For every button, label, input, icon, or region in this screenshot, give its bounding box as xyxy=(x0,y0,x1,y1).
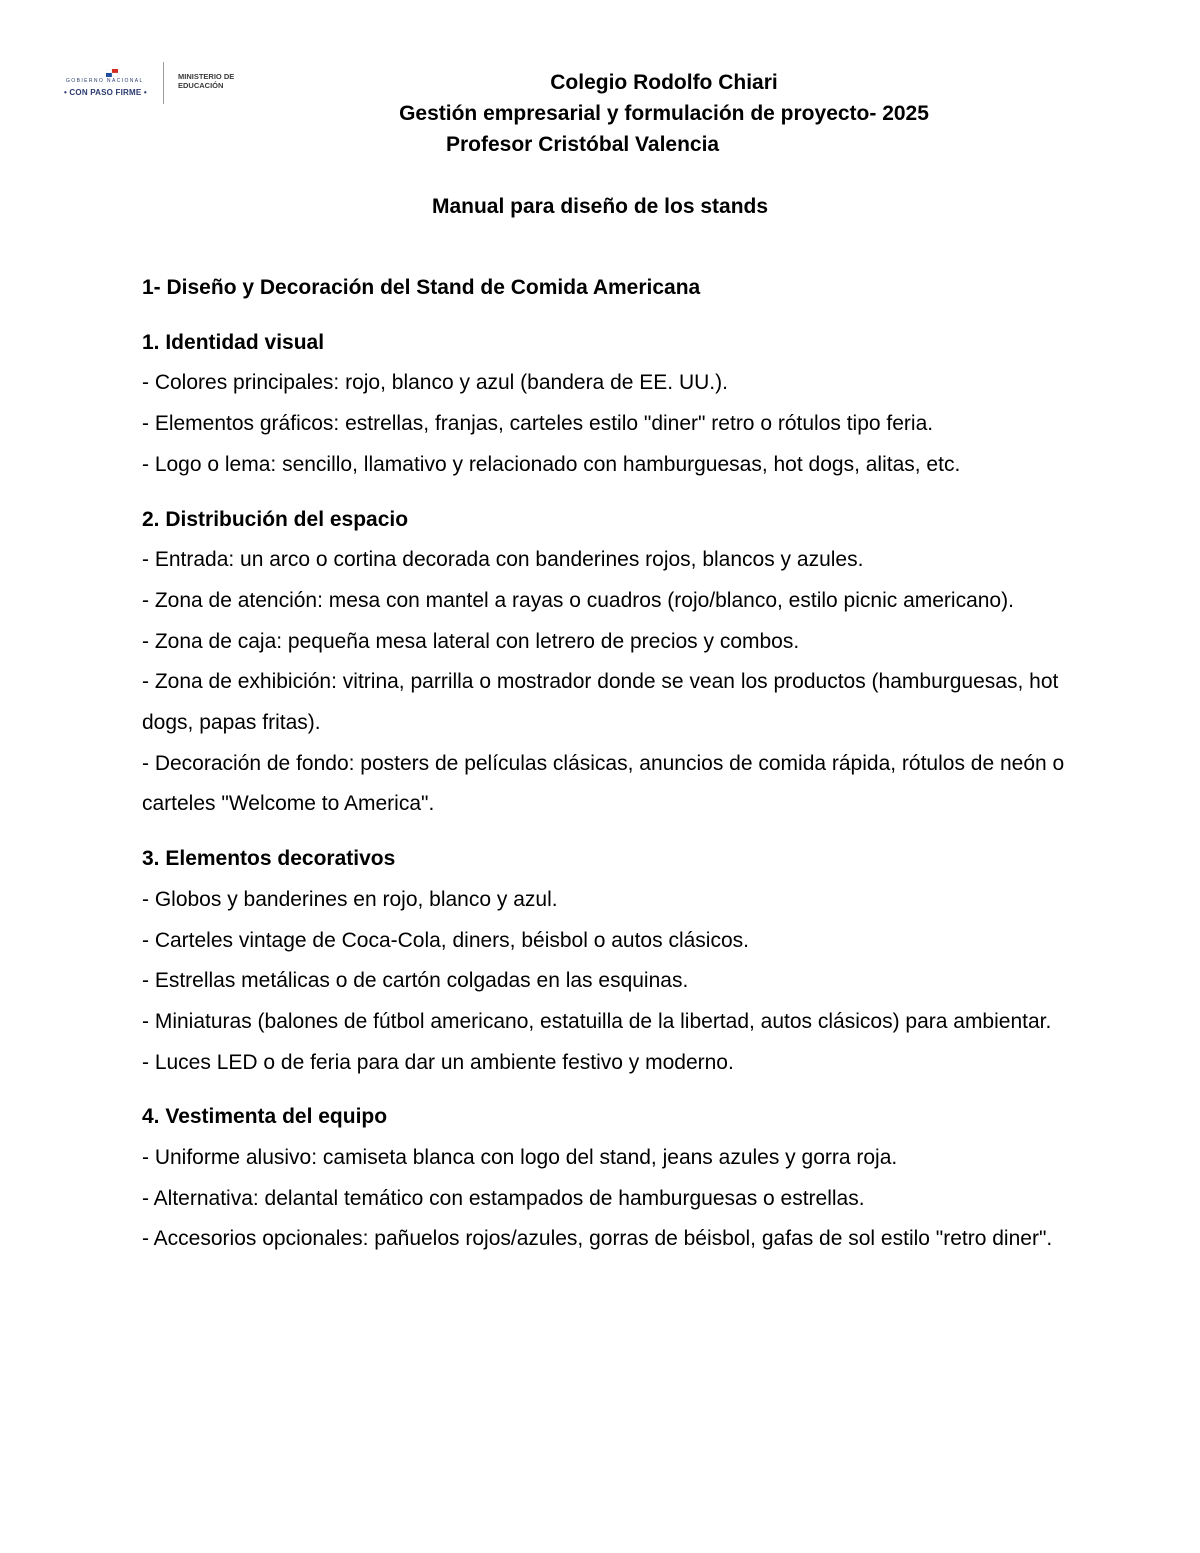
list-item: - Zona de caja: pequeña mesa lateral con letrero de precios y combos. xyxy=(142,629,800,653)
list-item: - Estrellas metálicas o de cartón colgadas en las esquinas. xyxy=(142,969,689,993)
teacher-name: Profesor Cristóbal Valencia xyxy=(446,133,720,156)
list-item: - Carteles vintage de Coca-Cola, diners, béisbol o autos clásicos. xyxy=(142,928,749,952)
manual-title: Manual para diseño de los stands xyxy=(431,195,769,218)
list-item: - Uniforme alusivo: camiseta blanca con logo del stand, jeans azules y gorra roja. xyxy=(142,1146,898,1170)
section-title: 2. Distribución del espacio xyxy=(142,507,409,531)
section-vestimenta-equipo xyxy=(142,1097,1082,1260)
list-item: - Elementos gráficos: estrellas, franjas, carteles estilo "diner" retro o rótulos tipo feria. xyxy=(142,412,934,436)
government-text: GOBIERNO NACIONAL xyxy=(66,78,144,84)
list-item: - Alternativa: delantal temático con estampados de hamburguesas o estrellas. xyxy=(142,1186,865,1210)
list-item: - Luces LED o de feria para dar un ambiente festivo y moderno. xyxy=(142,1050,734,1074)
course-name: Gestión empresarial y formulación de proyecto- 2025 xyxy=(399,102,929,125)
school-name: Colegio Rodolfo Chiari xyxy=(550,71,778,94)
section-distribucion-espacio xyxy=(142,500,1082,826)
ministry-name: MINISTERIO DE EDUCACIÓN xyxy=(178,72,235,90)
section-elementos-decorativos xyxy=(142,839,1082,1083)
section-identidad-visual xyxy=(142,323,1082,486)
document-body xyxy=(142,268,1082,1274)
list-item: - Miniaturas (balones de fútbol americano, estatuilla de la libertad, autos clásicos) para ambientar. xyxy=(142,1009,1052,1033)
list-item: - Globos y banderines en rojo, blanco y azul. xyxy=(142,887,558,911)
list-item: - Zona de exhibición: vitrina, parrilla o mostrador donde se vean los productos (hamburguesas, hot dogs, papas fritas). xyxy=(142,670,1059,735)
main-title: 1- Diseño y Decoración del Stand de Comida Americana xyxy=(142,276,701,299)
logo-motto: • CON PASO FIRME • xyxy=(64,88,147,97)
section-title: 1. Identidad visual xyxy=(142,330,325,354)
list-item: - Colores principales: rojo, blanco y azul (bandera de EE. UU.). xyxy=(142,371,728,395)
list-item: - Decoración de fondo: posters de películas clásicas, anuncios de comida rápida, rótulos de neón o carteles "Welcome to America". xyxy=(142,751,1065,816)
section-title: 4. Vestimenta del equipo xyxy=(142,1105,388,1129)
list-item: - Accesorios opcionales: pañuelos rojos/azules, gorras de béisbol, gafas de sol estilo "retro diner". xyxy=(142,1227,1053,1251)
section-title: 3. Elementos decorativos xyxy=(142,847,396,871)
list-item: - Zona de atención: mesa con mantel a rayas o cuadros (rojo/blanco, estilo picnic americano). xyxy=(142,588,1014,612)
list-item: - Logo o lema: sencillo, llamativo y relacionado con hamburguesas, hot dogs, alitas, etc. xyxy=(142,452,961,476)
list-item: - Entrada: un arco o cortina decorada con banderines rojos, blancos y azules. xyxy=(142,548,864,572)
